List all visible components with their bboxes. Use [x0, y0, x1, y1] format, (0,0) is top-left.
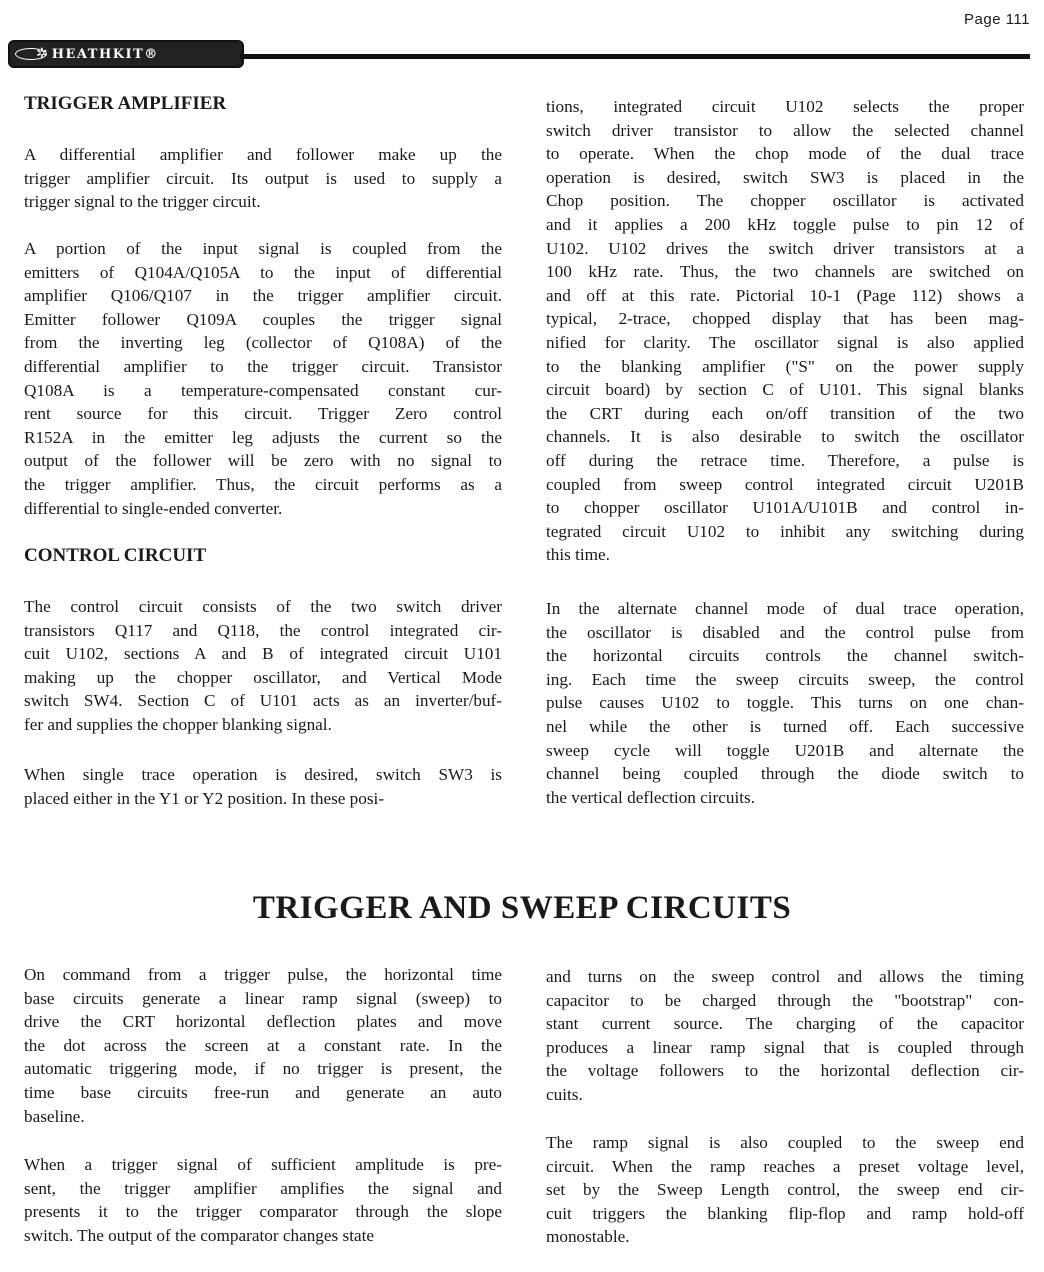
text-line: fer and supplies the chopper blanking signal. [24, 714, 332, 734]
text-line: The control circuit consists of the two switch driver [24, 597, 502, 616]
text-line: switch SW4. Section C of U101 acts as an inverter/buf- [24, 691, 502, 711]
text-line: The ramp signal is also coupled to the sweep end [546, 1133, 1024, 1152]
paragraph [24, 763, 502, 810]
heathkit-logo [8, 40, 244, 68]
text-line: off during the retrace time. Therefore, a pulse is [546, 450, 1024, 470]
text-line: When a trigger signal of sufficient amplitude is pre- [24, 1155, 502, 1174]
text-line: Q108A is a temperature-compensated constant cur- [24, 380, 502, 400]
text-line: time base circuits free-run and generate an auto [24, 1082, 502, 1102]
paragraph [546, 1131, 1024, 1249]
atom-icon: ✲ [36, 46, 48, 62]
text-line: nel while the other is turned off. Each successive [546, 716, 1024, 736]
paragraph [24, 143, 502, 214]
text-line: making up the chopper oscillator, and Vertical Mode [24, 667, 502, 687]
orbit-icon [15, 48, 47, 60]
text-line: the dot across the screen at a constant rate. In the [24, 1035, 502, 1055]
section-title: TRIGGER AND SWEEP CIRCUITS [252, 890, 792, 926]
logo-text: HEATHKIT® [51, 46, 159, 62]
text-line: from the inverting leg (collector of Q108A) of the [24, 333, 502, 353]
paragraph [24, 1153, 502, 1247]
text-line: tions, integrated circuit U102 selects the proper [546, 97, 1024, 116]
text-line: to chopper oscillator U101A/U101B and control in- [546, 498, 1024, 518]
text-line: differential to single-ended converter. [24, 498, 283, 518]
text-line: produces a linear ramp signal that is coupled through [546, 1037, 1024, 1057]
text-line: cuits. [546, 1084, 583, 1104]
text-line: Emitter follower Q109A couples the trigger signal [24, 309, 502, 329]
text-line: the voltage followers to the horizontal deflection cir- [546, 1061, 1024, 1081]
header-rule [240, 54, 1030, 59]
text-line: and it applies a 200 kHz toggle pulse to pin 12 of [546, 214, 1024, 234]
text-line: A portion of the input signal is coupled from the [24, 239, 502, 258]
page-number: Page 111 [964, 11, 1030, 28]
text-line: circuit. When the ramp reaches a preset voltage level, [546, 1156, 1024, 1176]
text-line: cuit U102, sections A and B of integrated circuit U101 [24, 644, 502, 664]
text-line: cuit triggers the blanking flip-flop and ramp hold-off [546, 1203, 1024, 1223]
text-line: trigger amplifier circuit. Its output is used to supply a [24, 168, 502, 188]
text-line: transistors Q117 and Q118, the control integrated cir- [24, 620, 502, 640]
text-line: and off at this rate. Pictorial 10-1 (Page 112) shows a [546, 285, 1024, 305]
text-line: rent source for this circuit. Trigger Zero control [24, 404, 502, 424]
text-line: operation is desired, switch SW3 is placed in the [546, 167, 1024, 187]
text-line: output of the follower will be zero with no signal to [24, 451, 502, 471]
text-line: tegrated circuit U102 to inhibit any switching during [546, 521, 1024, 541]
text-line: stant current source. The charging of the capacitor [546, 1014, 1024, 1034]
text-line: and turns on the sweep control and allows the timing [546, 967, 1024, 986]
text-line: the vertical deflection circuits. [546, 787, 756, 807]
paragraph [546, 597, 1024, 809]
text-line: coupled from sweep control integrated circuit U201B [546, 474, 1024, 494]
text-line: A differential amplifier and follower make up the [24, 145, 502, 164]
text-line: typical, 2-trace, chopped display that has been mag- [546, 309, 1024, 329]
text-line: the trigger amplifier. Thus, the circuit performs as a [24, 474, 502, 494]
text-line: sweep cycle will toggle U201B and alternate the [546, 740, 1024, 760]
text-line: switch. The output of the comparator changes state [24, 1225, 375, 1245]
text-line: drive the CRT horizontal deflection plates and move [24, 1012, 502, 1032]
text-line: amplifier Q106/Q107 in the trigger amplifier circuit. [24, 286, 502, 306]
text-line: base circuits generate a linear ramp signal (sweep) to [24, 988, 502, 1008]
text-line: emitters of Q104A/Q105A to the input of differential [24, 262, 502, 282]
text-line: ing. Each time the sweep circuits sweep, the control [546, 669, 1024, 689]
text-line: channel being coupled through the diode switch to [546, 764, 1024, 784]
text-line: baseline. [24, 1106, 85, 1126]
text-line: monostable. [546, 1227, 630, 1247]
text-line: the CRT during each on/off transition of the two [546, 403, 1024, 423]
paragraph [24, 963, 502, 1128]
text-line: trigger signal to the trigger circuit. [24, 192, 261, 212]
paragraph [24, 595, 502, 737]
text-line: U102. U102 drives the switch driver transistors at a [546, 238, 1024, 258]
text-line: pulse causes U102 to toggle. This turns on one chan- [546, 693, 1024, 713]
text-line: When single trace operation is desired, switch SW3 is [24, 765, 502, 784]
heading-trigger-amplifier: TRIGGER AMPLIFIER [24, 93, 227, 114]
text-line: set by the Sweep Length control, the sweep end cir- [546, 1180, 1024, 1200]
paragraph [546, 965, 1024, 1107]
text-line: switch driver transistor to allow the selected channel [546, 120, 1024, 140]
text-line: channels. It is also desirable to switch the oscillator [546, 427, 1024, 447]
heading-control-circuit: CONTROL CIRCUIT [24, 545, 207, 566]
text-line: 100 kHz rate. Thus, the two channels are switched on [546, 262, 1024, 282]
text-line: differential amplifier to the trigger circuit. Transistor [24, 356, 502, 376]
text-line: Chop position. The chopper oscillator is activated [546, 191, 1024, 211]
text-line: this time. [546, 545, 610, 565]
paragraph [24, 237, 502, 520]
text-line: placed either in the Y1 or Y2 position. In these posi- [24, 788, 385, 808]
text-line: circuit board) by section C of U101. This signal blanks [546, 380, 1024, 400]
text-line: In the alternate channel mode of dual trace operation, [546, 599, 1024, 618]
text-line: automatic triggering mode, if no trigger is present, the [24, 1059, 502, 1079]
text-line: On command from a trigger pulse, the horizontal time [24, 965, 502, 984]
text-line: nified for clarity. The oscillator signal is also applied [546, 332, 1024, 352]
text-line: the oscillator is disabled and the control pulse from [546, 622, 1024, 642]
text-line: to operate. When the chop mode of the dual trace [546, 144, 1024, 164]
text-line: to the blanking amplifier ("S" on the power supply [546, 356, 1024, 376]
text-line: sent, the trigger amplifier amplifies the signal and [24, 1178, 502, 1198]
text-line: R152A in the emitter leg adjusts the current so the [24, 427, 502, 447]
text-line: presents it to the trigger comparator through the slope [24, 1202, 502, 1222]
text-line: capacitor to be charged through the "bootstrap" con- [546, 990, 1024, 1010]
text-line: the horizontal circuits controls the channel switch- [546, 646, 1024, 666]
paragraph [546, 95, 1024, 567]
